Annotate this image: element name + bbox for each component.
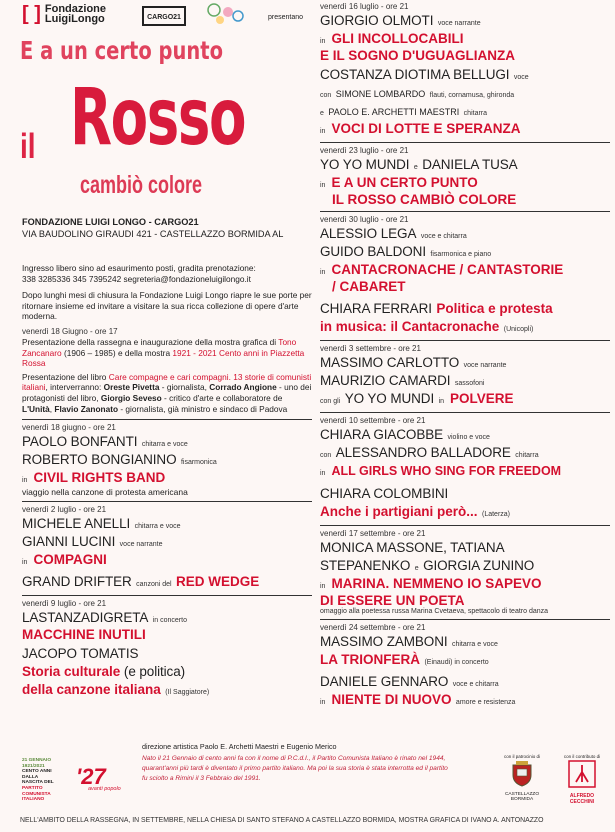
right-column bbox=[320, 0, 610, 709]
presentano-text: presentano bbox=[268, 14, 304, 21]
performer-line: COSTANZA DIOTIMA BELLUGI voce bbox=[320, 67, 529, 82]
performer-line: MAURIZIO CAMARDI sassofoni bbox=[320, 373, 485, 388]
performer-line: DANIELE GENNARO voce e chitarra bbox=[320, 674, 499, 689]
performer-line: ROBERTO BONGIANINO fisarmonica bbox=[22, 452, 217, 468]
show-title: in GLI INCOLLOCABILI bbox=[320, 31, 464, 46]
event-date: venerdì 16 luglio - ore 21 bbox=[320, 2, 409, 11]
performer-line: PAOLO BONFANTI chitarra e voce bbox=[22, 434, 188, 450]
show-subtitle: omaggio alla poetessa russa Marina Cvetaeva, spettacolo di teatro danza bbox=[320, 608, 549, 615]
show-title: in CIVIL RIGHTS BAND bbox=[22, 470, 166, 486]
performer-line: GIANNI LUCINI voce narrante bbox=[22, 534, 163, 550]
logo-bar bbox=[22, 2, 312, 28]
show-title: in VOCI DI LOTTE E SPERANZA bbox=[320, 121, 521, 136]
divider bbox=[320, 340, 610, 341]
divider bbox=[320, 211, 610, 212]
performer-line: con ALESSANDRO BALLADORE chitarra bbox=[320, 445, 539, 460]
event-date: venerdì 2 luglio - ore 21 bbox=[22, 505, 107, 515]
show-title: in MARINA. NEMMENO IO SAPEVO bbox=[320, 576, 542, 591]
performer-line: e PAOLO E. ARCHETTI MAESTRI chitarra bbox=[320, 107, 488, 117]
show-title: MACCHINE INUTILI bbox=[22, 627, 146, 643]
divider bbox=[320, 525, 610, 526]
org-address: VIA BAUDOLINO GIRAUDI 421 - CASTELLAZZO BORMIDA AL bbox=[22, 229, 284, 239]
event-date: venerdì 18 Giugno - ore 17 bbox=[22, 326, 118, 336]
show-title: DI ESSERE UN POETA bbox=[320, 593, 465, 608]
patrocinio-block: con il patrocinio di CASTELLAZZO BORMIDA bbox=[503, 754, 541, 802]
performer-line: MASSIMO CARLOTTO voce narrante bbox=[320, 355, 507, 370]
show-title: in COMPAGNI bbox=[22, 552, 107, 568]
event-date: venerdì 30 luglio - ore 21 bbox=[320, 215, 409, 224]
show-title: in NIENTE DI NUOVO amore e resistenza bbox=[320, 692, 516, 707]
performer-line: ALESSIO LEGA voce e chitarra bbox=[320, 226, 467, 241]
cecchini-logo-icon bbox=[568, 760, 596, 788]
performer-line: MASSIMO ZAMBONI chitarra e voce bbox=[320, 634, 498, 649]
performer-line: LASTANZADIGRETA in concerto bbox=[22, 610, 187, 626]
event-date: venerdì 18 giugno - ore 21 bbox=[22, 423, 116, 433]
direzione-text: direzione artistica Paolo E. Archetti Maestri e Eugenio Merico bbox=[142, 742, 337, 751]
show-title: / CABARET bbox=[332, 279, 406, 294]
performer-line: CHIARA GIACOBBE violino e voce bbox=[320, 427, 490, 442]
header-cambio: cambiò colore bbox=[80, 171, 203, 199]
performer-line: CHIARA COLOMBINI bbox=[320, 486, 449, 501]
intro-dopo: Dopo lunghi mesi di chiusura la Fondazione Luigi Longo riapre le sue porte per ritornare insieme ed invitare a visitare la sua ricca collezione di opere d'arte moderna. bbox=[22, 290, 312, 322]
show-subtitle: viaggio nella canzone di protesta americana bbox=[22, 487, 188, 498]
performer-line: con gli YO YO MUNDI in POLVERE bbox=[320, 391, 514, 406]
performer-line: JACOPO TOMATIS bbox=[22, 646, 139, 662]
book-title: Anche i partigiani però... (Laterza) bbox=[320, 504, 510, 519]
show-title: in E A UN CERTO PUNTO bbox=[320, 175, 478, 190]
performer-line: GIORGIO OLMOTI voce narrante bbox=[320, 13, 481, 28]
book-title: in musica: il Cantacronache (Unicopli) bbox=[320, 319, 534, 334]
art-logo bbox=[204, 2, 250, 26]
book-title: della canzone italiana (Il Saggiatore) bbox=[22, 682, 210, 698]
divider bbox=[320, 619, 610, 620]
event-date: venerdì 9 luglio - ore 21 bbox=[22, 599, 107, 609]
org-block bbox=[22, 216, 312, 240]
event-date: venerdì 10 settembre - ore 21 bbox=[320, 416, 426, 425]
event-desc: Presentazione della rassegna e inaugurazione della mostra grafica di Tono Zancanaro (1906 – 1985) e della mostra 1921 - 2021 Cento anni in Piazzetta Rossa bbox=[22, 336, 305, 369]
footer-text: NELL'AMBITO DELLA RASSEGNA, IN SETTEMBRE, NELLA CHIESA DI SANTO STEFANO A CASTELLAZZO BORMIDA, MOSTRA GRAFICA DI IVANO A. ANTONAZZO bbox=[20, 817, 544, 824]
book-title: Storia culturale (e politica) bbox=[22, 664, 186, 680]
show-title: LA TRIONFERÀ (Einaudi) in concerto bbox=[320, 652, 489, 667]
avanti-popolo-logo: '27 avanti popolo bbox=[76, 764, 121, 792]
performer-line: GUIDO BALDONI fisarmonica e piano bbox=[320, 244, 492, 259]
crest-icon bbox=[511, 761, 533, 787]
divider bbox=[320, 412, 610, 413]
performer-line: MICHELE ANELLI chitarra e voce bbox=[22, 516, 181, 532]
header-line1: E a un certo punto bbox=[20, 36, 223, 65]
org-name: FONDAZIONE LUIGI LONGO - CARGO21 bbox=[22, 217, 199, 227]
performer-line: STEPANENKO e GIORGIA ZUNINO bbox=[320, 558, 535, 573]
centenary-badge: 21 GENNAIO 1921/2021 CENTO ANNI DALLA NASCITA DEL PARTITO COMUNISTA ITALIANO bbox=[22, 758, 54, 803]
cargo-logo: CARGO21 bbox=[142, 6, 186, 26]
book-desc: Presentazione del libro Care compagne e cari compagni. 13 storie di comunisti italiani, interverranno: Oreste Pivetta - giornalista, Corrado Angione - uno dei protagonisti del libro, Giorgio Seveso - critico d'arte e collaboratore de L'Unità, Flavio Zanonato - giornalista, già ministro e sindaco di Padova bbox=[22, 371, 312, 414]
bottom-area bbox=[0, 742, 615, 832]
show-title: IL ROSSO CAMBIÒ COLORE bbox=[332, 192, 517, 207]
header-il: il bbox=[20, 127, 36, 166]
bracket-icon: [ ] bbox=[22, 3, 41, 25]
event-date: venerdì 17 settembre - ore 21 bbox=[320, 529, 426, 538]
event-date: venerdì 24 settembre - ore 21 bbox=[320, 623, 426, 632]
divider bbox=[22, 595, 312, 596]
performer-line: con SIMONE LOMBARDO flauti, cornamusa, ghironda bbox=[320, 89, 515, 99]
fondazione-text: Fondazione bbox=[44, 3, 106, 15]
divider bbox=[22, 419, 312, 420]
history-note: Nato il 21 Gennaio di cento anni fa con il nome di P.C.d.I., il Partito Comunista Italiano è rinato nel 1944, quarant'anni più tardi è diventato il primo partito italiano. Ma poi la sua storia è stata interrotta ed il partito fu sciolto a Rimini il 3 Febbraio del 1991. bbox=[142, 755, 448, 782]
header-rosso: Rosso bbox=[70, 73, 246, 163]
luigilongo-text: LuigiLongo bbox=[44, 13, 105, 25]
show-title: in ALL GIRLS WHO SING FOR FREEDOM bbox=[320, 464, 562, 478]
performer-line: YO YO MUNDI e DANIELA TUSA bbox=[320, 157, 518, 172]
intro-ingresso: Ingresso libero sino ad esaurimento posti, gradita prenotazione: 338 3285336 345 7395242 segreteria@fondazioneluigilongo.it bbox=[22, 263, 256, 284]
performer-line: GRAND DRIFTER canzoni del RED WEDGE bbox=[22, 574, 260, 590]
colorful-circles-icon bbox=[204, 2, 250, 26]
event-date: venerdì 3 settembre - ore 21 bbox=[320, 344, 421, 353]
show-title: E IL SOGNO D'UGUAGLIANZA bbox=[320, 48, 515, 63]
left-column bbox=[22, 263, 312, 699]
show-title: in CANTACRONACHE / CANTASTORIE bbox=[320, 262, 564, 277]
event-date: venerdì 23 luglio - ore 21 bbox=[320, 146, 409, 155]
fondazione-logo bbox=[22, 4, 106, 24]
performer-line: CHIARA FERRARI Politica e protesta bbox=[320, 301, 553, 316]
divider bbox=[320, 142, 610, 143]
divider bbox=[22, 501, 312, 502]
performer-line: MONICA MASSONE, TATIANA bbox=[320, 540, 505, 555]
contributo-block: con il contributo di ALFREDO CECCHINI bbox=[563, 754, 601, 805]
